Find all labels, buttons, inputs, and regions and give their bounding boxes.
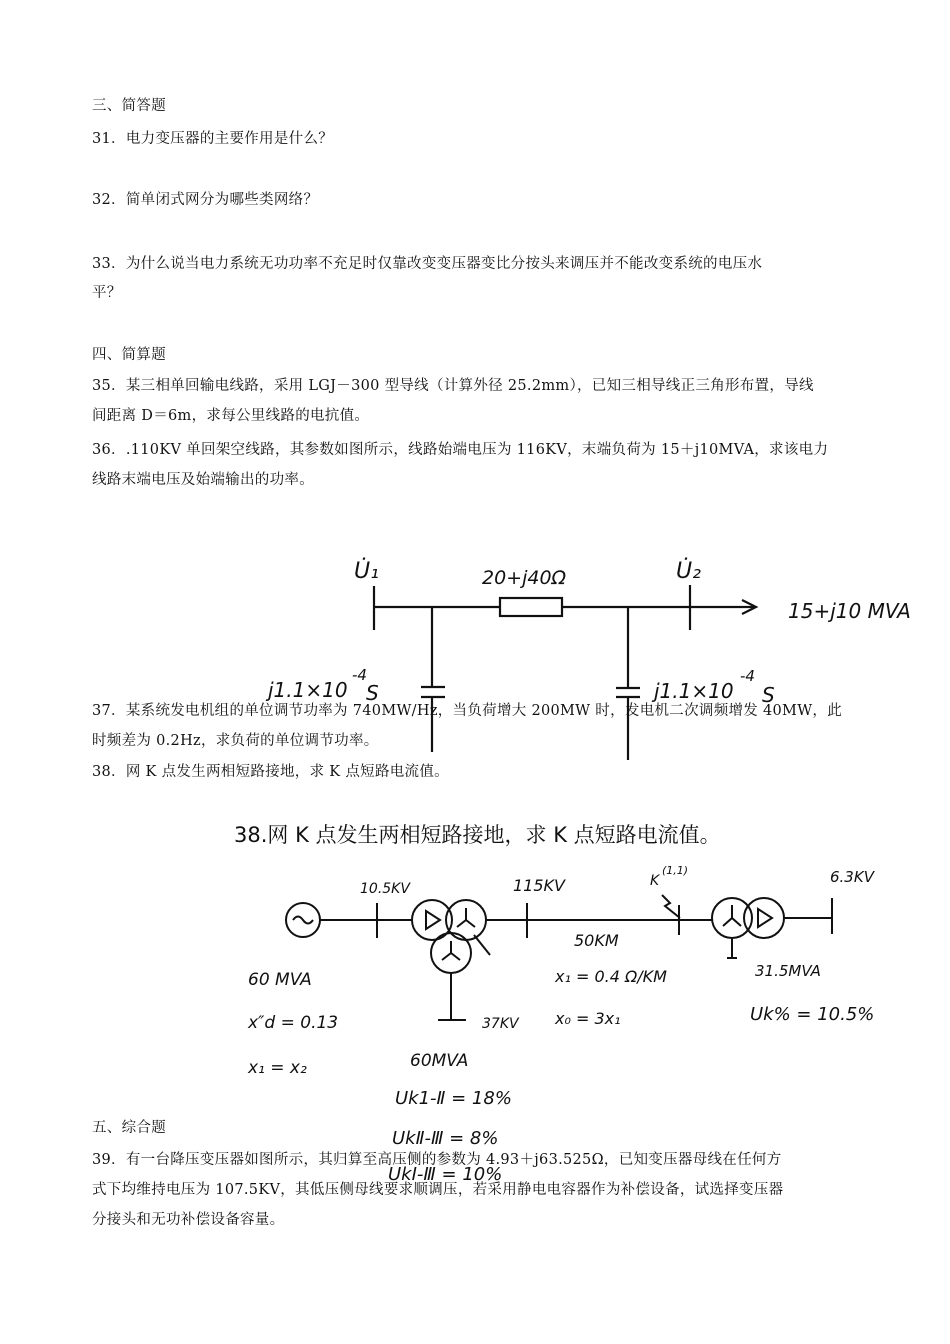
impedance-label: 20+j40Ω [482,567,567,589]
section-4-heading: 四、简算题 [92,347,166,363]
uk13-label: UkⅠ-Ⅲ = 10% [388,1164,503,1185]
question-35-line1: 35．某三相单回输电线路，采用 LGJ－300 型导线（计算外径 25.2mm），已知三相导线正三角形布置，导线 [92,378,814,394]
t2-mva-label: 31.5MVA [755,962,821,980]
delta-symbol-icon [758,909,772,927]
gen-xd-label: x″d = 0.13 [248,1013,339,1033]
wye-symbol-icon [723,905,741,926]
question-36-line2: 线路末端电压及始端输出的功率。 [92,472,314,488]
question-36-line1: 36．.110KV 单回架空线路，其参数如图所示，线路始端电压为 116KV，末端负荷为 15＋j10MVA，求该电力 [92,442,829,458]
tap-arrow-icon [474,935,490,955]
question-33-line1: 33．为什么说当电力系统无功功率不充足时仅靠改变变压器变比分按头来调压并不能改变系统的电压水 [92,256,763,272]
question-31: 31．电力变压器的主要作用是什么？ [92,131,334,147]
wye-symbol-icon [457,908,475,927]
v2-label: 115KV [513,876,565,895]
x0-label: x₀ = 3x₁ [555,1009,621,1028]
generator-sine-icon [293,917,313,924]
question-37-line2: 时频差为 0.2Hz，求负荷的单位调节功率。 [92,733,379,749]
question-33-line2: 平？ [92,285,122,301]
question-39-line2: 式下均维持电压为 107.5KV，其低压侧母线要求顺调压，若采用静电电容器作为补偿设备，试选择变压器 [92,1182,784,1198]
u1-label: U̇₁ [354,559,379,584]
u2-label: U̇₂ [676,559,701,584]
cap-right-unit: S [762,683,775,707]
transformer2-winding-icon [744,898,784,938]
v1-label: 10.5KV [360,881,410,897]
cap-left-exp: -4 [352,666,367,684]
question-32: 32．简单闭式网分为哪些类网络？ [92,192,319,208]
v3-label: 6.3KV [830,868,874,886]
question-39-line3: 分接头和无功补偿设备容量。 [92,1212,285,1228]
v37-label: 37KV [482,1016,519,1032]
section-3-heading: 三、简答题 [92,98,166,114]
uk12-label: Uk1-Ⅱ = 18% [395,1088,512,1109]
gen-mva-label: 60 MVA [248,970,312,990]
wye-symbol-icon [442,941,460,960]
cap-left-unit: S [366,681,379,705]
uk23-label: UkⅡ-Ⅲ = 8% [392,1128,499,1149]
cap-right-exp: -4 [740,667,755,685]
section-5-heading: 五、综合题 [92,1120,166,1136]
fault-arrow-icon [662,895,680,918]
delta-symbol-icon [426,911,440,929]
figure-2-title: 38.网 K 点发生两相短路接地，求 K 点短路电流值。 [234,823,721,847]
load-label: 15+j10 MVA [788,599,911,623]
k-sup-label: (1,1) [662,864,689,877]
cap-left-label: j1.1×10 [268,678,348,702]
gen-x12-label: x₁ = x₂ [248,1058,307,1078]
question-37-line1: 37．某系统发电机组的单位调节功率为 740MW/Hz，当负荷增大 200MW 时，发电机二次调频增发 40MW，此 [92,703,843,719]
t2-uk-label: Uk% = 10.5% [750,1004,875,1025]
question-39-line1: 39．有一台降压变压器如图所示，其归算至高压侧的参数为 4.93＋j63.525Ω，已知变压器母线在任何方 [92,1152,782,1168]
k-label: K [650,873,660,889]
cap-right-label: j1.1×10 [654,679,734,703]
t-mva-label: 60MVA [410,1051,469,1071]
question-38: 38．网 K 点发生两相短路接地，求 K 点短路电流值。 [92,764,449,780]
length-label: 50KM [574,931,619,950]
question-35-line2: 间距离 D＝6m，求每公里线路的电抗值。 [92,408,370,424]
x1-label: x₁ = 0.4 Ω/KM [555,967,667,986]
